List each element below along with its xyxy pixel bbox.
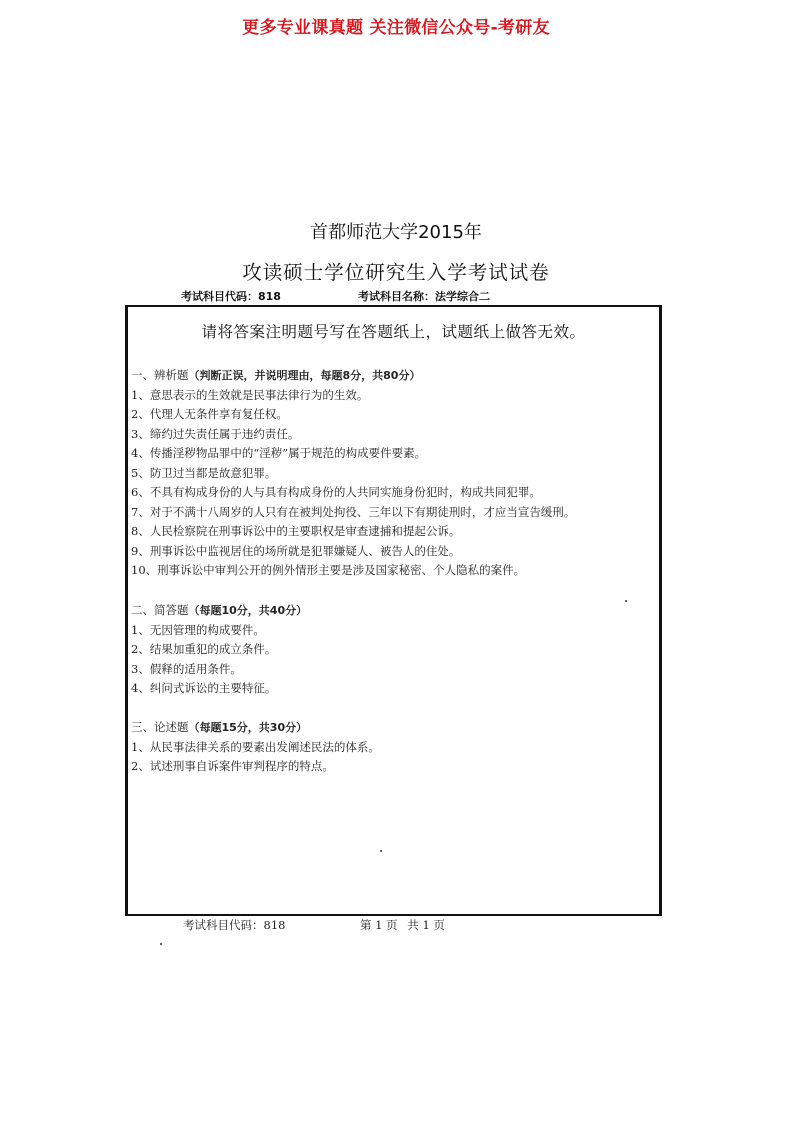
question-item: 7、对于不满十八周岁的人只有在被判处拘役、三年以下有期徒刑时，才应当宣告缓刑。: [131, 504, 576, 519]
question-item: 2、代理人无条件享有复任权。: [131, 407, 288, 421]
section-heading: 一、辨析题（判断正误，并说明理由，每题8分，共80分）: [131, 368, 421, 382]
question-item: 4、传播淫秽物品罪中的“淫秽”属于规范的构成要件要素。: [131, 446, 427, 460]
page-current: 第 1 页: [360, 918, 398, 932]
section-heading: 二、简答题（每题10分，共40分）: [131, 603, 308, 617]
question-item: 5、防卫过当都是故意犯罪。: [131, 465, 277, 480]
question-item: 6、不具有构成身份的人与具有构成身份的人共同实施身份犯时，构成共同犯罪。: [131, 485, 541, 499]
footer-page-info: [360, 917, 451, 933]
question-item: 1、从民事法律关系的要素出发阐述民法的体系。: [131, 739, 380, 754]
question-item: 2、试述刑事自诉案件审判程序的特点。: [131, 759, 334, 773]
answer-notice: 请将答案注明题号写在答题纸上，试题纸上做答无效。: [201, 323, 586, 341]
section-heading: 三、论述题（每题15分，共30分）: [131, 720, 308, 734]
footer-subject-code: 考试科目代码：818: [183, 918, 286, 932]
exam-title: 攻读硕士学位研究生入学考试试卷: [242, 261, 550, 284]
question-item: 2、结果加重犯的成立条件。: [131, 642, 277, 656]
question-item: 3、假释的适用条件。: [131, 661, 242, 676]
university-title: 首都师范大学2015年: [310, 222, 482, 243]
question-item: 3、缔约过失责任属于违约责任。: [131, 426, 300, 441]
scan-speck: [380, 850, 382, 852]
scan-speck: [160, 943, 162, 945]
question-item: 1、无因管理的构成要件。: [131, 622, 265, 637]
section-analysis: [131, 366, 575, 581]
question-item: 10、刑事诉讼中审判公开的例外情形主要是涉及国家秘密、个人隐私的案件。: [131, 563, 526, 577]
section-essay: [131, 718, 380, 777]
section-short-answer: [131, 601, 307, 699]
question-item: 8、人民检察院在刑事诉讼中的主要职权是审查逮捕和提起公诉。: [131, 524, 461, 538]
page-total: 共 1 页: [407, 918, 445, 932]
promo-banner: 更多专业课真题 关注微信公众号-考研友: [242, 18, 550, 38]
question-item: 9、刑事诉讼中监视居住的场所就是犯罪嫌疑人、被告人的住处。: [131, 543, 461, 558]
subject-name: 考试科目名称：法学综合二: [358, 290, 490, 303]
question-item: 4、纠问式诉讼的主要特征。: [131, 681, 277, 695]
scan-speck: [625, 600, 627, 602]
subject-code: 考试科目代码：818: [181, 290, 281, 303]
question-item: 1、意思表示的生效就是民事法律行为的生效。: [131, 387, 369, 402]
